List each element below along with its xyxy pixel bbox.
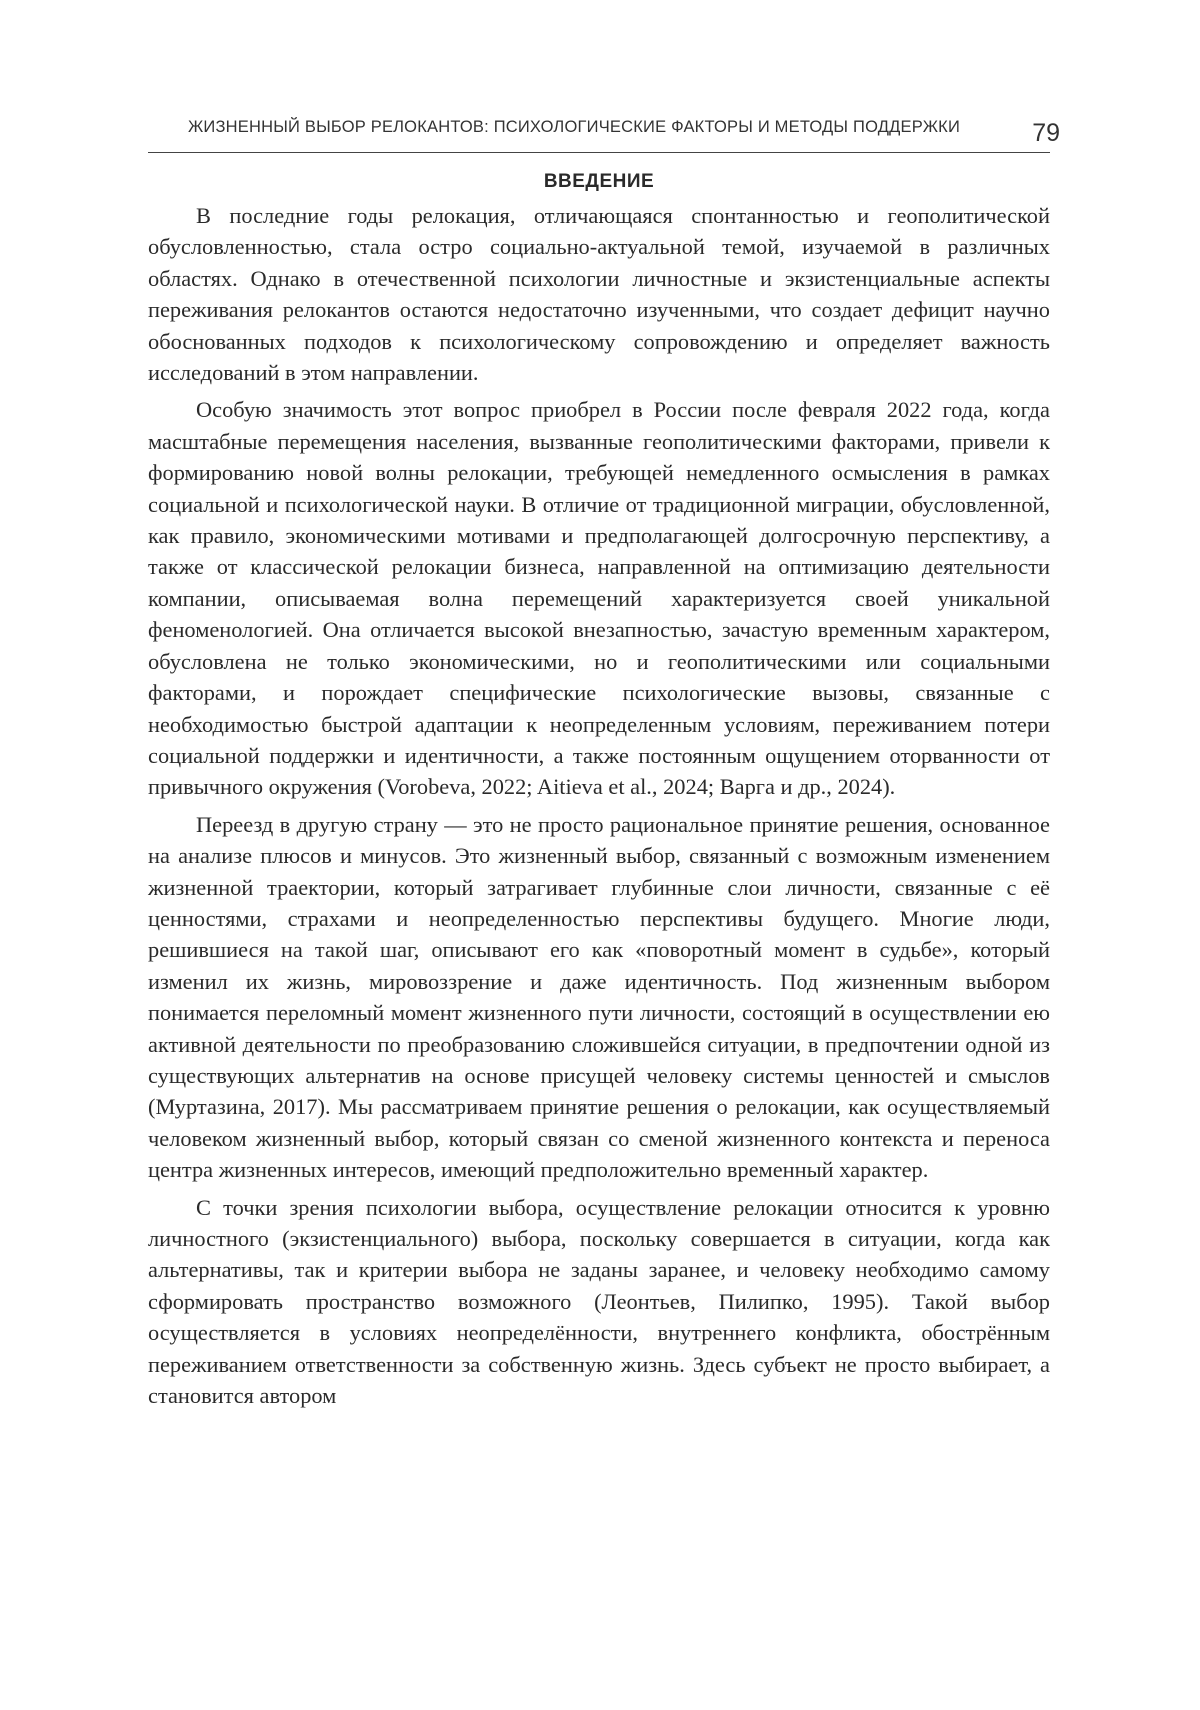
- page-number: 79: [1032, 119, 1060, 147]
- page-header: [148, 112, 1060, 154]
- section-heading: ВВЕДЕНИЕ: [543, 171, 655, 192]
- body-text: [148, 200, 1050, 1417]
- paragraph-4: С точки зрения психологии выбора, осуществление релокации относится к уровню личностного (экзистенциального) выбора, поскольку совершается в ситуации, когда как альтернативы, так и критерии выбора не заданы заранее, и человеку необходимо самому сформировать пространство возможного (Леонтьев, Пилипко, 1995). Такой выбор осуществляется в условиях неопределённости, внутреннего конфликта, обострённым переживанием ответственности за собственную жизнь. Здесь субъект не просто выбирает, а становится автором: [148, 1194, 1050, 1409]
- paragraph-2: Особую значимость этот вопрос приобрел в России после февраля 2022 года, когда масштабные перемещения населения, вызванные геополитическими факторами, привели к формированию новой волны релокации, требующей немедленного осмысления в рамках социальной и психологической науки. В отличие от традиционной миграции, обусловленной, как правило, экономическими мотивами и предполагающей долгосрочную перспективу, а также от классической релокации бизнеса, направленной на оптимизацию деятельности компании, описываемая волна перемещений характеризуется своей уникальной феноменологией. Она отличается высокой внезапностью, зачастую временным характером, обусловлена не только экономическими, но и геополитическими или социальными факторами, и порождает специфические психологические вызовы, связанные с необходимостью быстрой адаптации к неопределенным условиям, переживанием потери социальной поддержки и идентичности, а также постоянным ощущением оторванности от привычного окружения (Vorobeva, 2022; Aitieva et al., 2024; Варга и др., 2024).: [148, 397, 1050, 800]
- header-rule: [148, 152, 1050, 153]
- running-title: ЖИЗНЕННЫЙ ВЫБОР РЕЛОКАНТОВ: ПСИХОЛОГИЧЕСКИЕ ФАКТОРЫ И МЕТОДЫ ПОДДЕРЖКИ: [188, 118, 961, 136]
- paragraph-1: В последние годы релокация, отличающаяся спонтанностью и геополитической обусловленностью, стала остро социально-актуальной темой, изучаемой в различных областях. Однако в отечественной психологии личностные и экзистенциальные аспекты переживания релокантов остаются недостаточно изученными, что создает дефицит научно обоснованных подходов к психологическому сопровождению и определяет важность исследований в этом направлении.: [148, 203, 1050, 386]
- paragraph-3: Переезд в другую страну — это не просто рациональное принятие решения, основанное на анализе плюсов и минусов. Это жизненный выбор, связанный с возможным изменением жизненной траектории, который затрагивает глубинные слои личности, связанные с её ценностями, страхами и неопределенностью перспективы будущего. Многие люди, решившиеся на такой шаг, описывают его как «поворотный момент в судьбе», который изменил их жизнь, мировоззрение и даже идентичность. Под жизненным выбором понимается переломный момент жизненного пути личности, состоящий в осуществлении ею активной деятельности по преобразованию сложившейся ситуации, в предпочтении одной из существующих альтернатив на основе присущей человеку системы ценностей и смыслов (Муртазина, 2017). Мы рассматриваем принятие решения о релокации, как осуществляемый человеком жизненный выбор, который связан со сменой жизненного контекста и переноса центра жизненных интересов, имеющий предположительно временный характер.: [148, 811, 1050, 1183]
